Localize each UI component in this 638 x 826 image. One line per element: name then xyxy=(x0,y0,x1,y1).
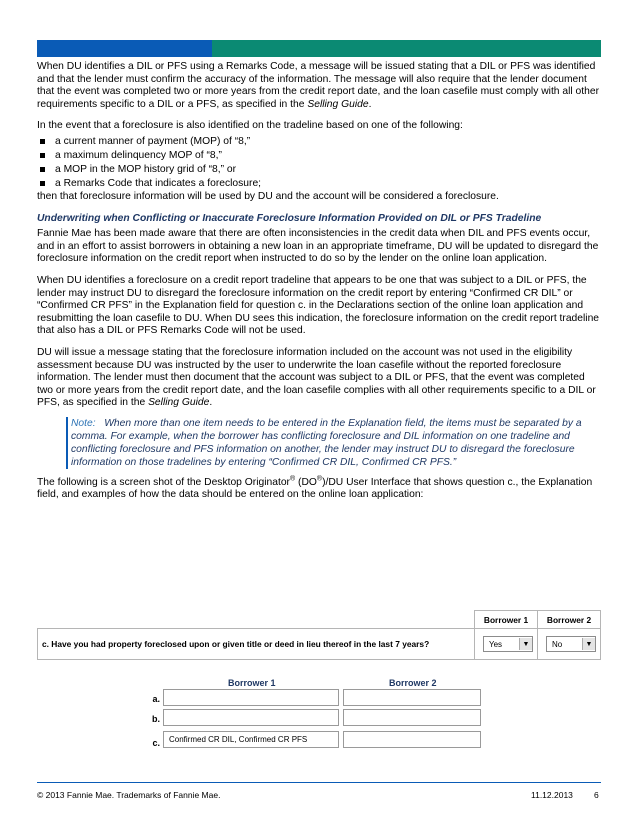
header-bar xyxy=(37,40,601,57)
header-bar-blue xyxy=(37,40,212,57)
explanation-a-borrower-1[interactable] xyxy=(163,689,339,706)
explanation-header-borrower-1: Borrower 1 xyxy=(228,678,276,688)
header-bar-green xyxy=(212,40,601,57)
borrower-2-answer-select[interactable]: No ▼ xyxy=(546,636,596,652)
list-item: a maximum delinquency MOP of “8,” xyxy=(37,149,603,163)
paragraph: The following is a screen shot of the Desktop Originator® (DO®)/DU User Interface that shows question c., the Explanation field, and examples of how the data should be entered on the online loan application: xyxy=(37,475,593,501)
note-callout xyxy=(66,417,591,469)
dropdown-arrow-icon[interactable]: ▼ xyxy=(582,638,595,650)
row-label-a: a. xyxy=(152,694,160,704)
column-header-borrower-1: Borrower 1 xyxy=(475,611,538,629)
paragraph: When DU identifies a foreclosure on a credit report tradeline that appears to be one that was subject to a DIL or PFS, the lender may instruct DU to disregard the foreclosure information on the credit report by entering “Confirmed CR DIL” or “Confirmed CR PFS” in the Explanation field for question c. in the Declarations section of the online loan application and resubmitting the loan casefile to DU. When DU sees this indication, the foreclosure information on the credit report tradeline that also has a DIL or PFS Remarks Code will not be used. xyxy=(37,274,600,337)
paragraph: When DU identifies a DIL or PFS using a Remarks Code, a message will be issued stating that a DIL or PFS was identified and that the lender must confirm the accuracy of the information. The message will also require that the lender document that the event was completed two or more years from the credit report date, and the loan casefile must comply with all other requirements specific to a DIL or a PFS, as specified in the Selling Guide. xyxy=(37,61,600,110)
column-header-borrower-2: Borrower 2 xyxy=(538,611,601,629)
note-text: When more than one item needs to be entered in the Explanation field, the items must be separated by a comma. For example, when the borrower has conflicting foreclosure and DIL information on one tradeline and conflicting foreclosure and PFS information on another, the lender may instruct DU to disregard the foreclosure information on those tradelines by entering “Confirmed CR DIL, Confirmed CR PFS.” xyxy=(71,417,582,468)
dropdown-arrow-icon[interactable]: ▼ xyxy=(519,638,532,650)
row-label-b: b. xyxy=(152,714,160,724)
list-item: a current manner of payment (MOP) of “8,” xyxy=(37,135,603,149)
declarations-table xyxy=(37,610,601,660)
note-label: Note: xyxy=(71,417,96,429)
question-c: c. Have you had property foreclosed upon or given title or deed in lieu thereof in the last 7 years? xyxy=(38,629,475,660)
explanation-c-borrower-2[interactable] xyxy=(343,731,481,748)
paragraph: In the event that a foreclosure is also identified on the tradeline based on one of the following: a current manner of payment (MOP) of “8,” a maximum delinquency MOP of “8,” a MOP in the MOP history grid of “8,” or a Remarks Code that indicates a foreclosure; then that foreclosure information will be used by DU and the account will be considered a foreclosure. xyxy=(37,120,603,203)
explanation-b-borrower-2[interactable] xyxy=(343,709,481,726)
footer-rule xyxy=(37,782,601,783)
bullet-list xyxy=(37,135,603,191)
paragraph: DU will issue a message stating that the foreclosure information included on the account was not used in the eligibility assessment because DU was instructed by the user to underwrite the loan casefile without the reported foreclosure information. The lender must then document that the account was subject to a DIL or PFS, that the event was completed two or more years from the credit report date, and the loan casefile complies with all other requirements specific to a DIL or PFS, as specified in the Selling Guide. xyxy=(37,346,596,409)
borrower-1-answer-select[interactable]: Yes ▼ xyxy=(483,636,533,652)
list-item: a Remarks Code that indicates a foreclosure; xyxy=(37,177,603,191)
footer-copyright: © 2013 Fannie Mae. Trademarks of Fannie Mae. xyxy=(37,790,221,800)
section-heading: Underwriting when Conflicting or Inaccurate Foreclosure Information Provided on DIL or PFS Tradeline xyxy=(37,212,542,224)
body-text xyxy=(37,61,603,511)
footer-date: 11.12.2013 xyxy=(531,790,573,800)
explanation-b-borrower-1[interactable] xyxy=(163,709,339,726)
paragraph: Fannie Mae has been made aware that there are often inconsistencies in the credit data when DIL and PFS events occur, and in an effort to assist borrowers in obtaining a new loan in an appropriate timeframe, DU will be updated to disregard the foreclosure information on the credit report when instructed to do so by the lender on the online loan application. xyxy=(37,228,599,265)
explanation-header-borrower-2: Borrower 2 xyxy=(389,678,437,688)
page-number: 6 xyxy=(594,790,599,800)
row-label-c: c. xyxy=(152,738,160,748)
list-item: a MOP in the MOP history grid of “8,” or xyxy=(37,163,603,177)
explanation-c-borrower-1[interactable]: Confirmed CR DIL, Confirmed CR PFS xyxy=(163,731,339,748)
explanation-a-borrower-2[interactable] xyxy=(343,689,481,706)
